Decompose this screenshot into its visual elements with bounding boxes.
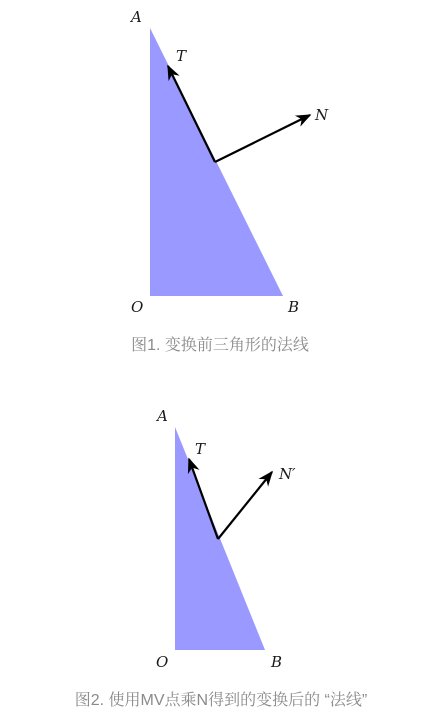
normal-vector-n: [215, 115, 310, 162]
vertex-o-label-2: O: [156, 653, 169, 671]
figure-1-caption: 图1. 变换前三角形的法线: [131, 337, 309, 354]
vertex-b-label: B: [288, 298, 300, 316]
normal-vector-n-prime: [218, 472, 272, 539]
vertex-b-label-2: B: [271, 653, 283, 671]
vertex-a-label-2: A: [157, 407, 168, 425]
vector-t-label: T: [176, 47, 187, 65]
vertex-a-label: A: [131, 8, 142, 26]
vector-n-prime-label: N′: [279, 465, 296, 483]
vertex-o-label: O: [131, 298, 144, 316]
figure-2: [75, 407, 367, 709]
figure-1: [129, 8, 329, 354]
figure-2-caption: 图2. 使用MV点乘N得到的变换后的 “法线”: [74, 692, 368, 709]
vector-t-label-2: T: [195, 440, 206, 458]
vector-n-label: N: [315, 106, 329, 124]
